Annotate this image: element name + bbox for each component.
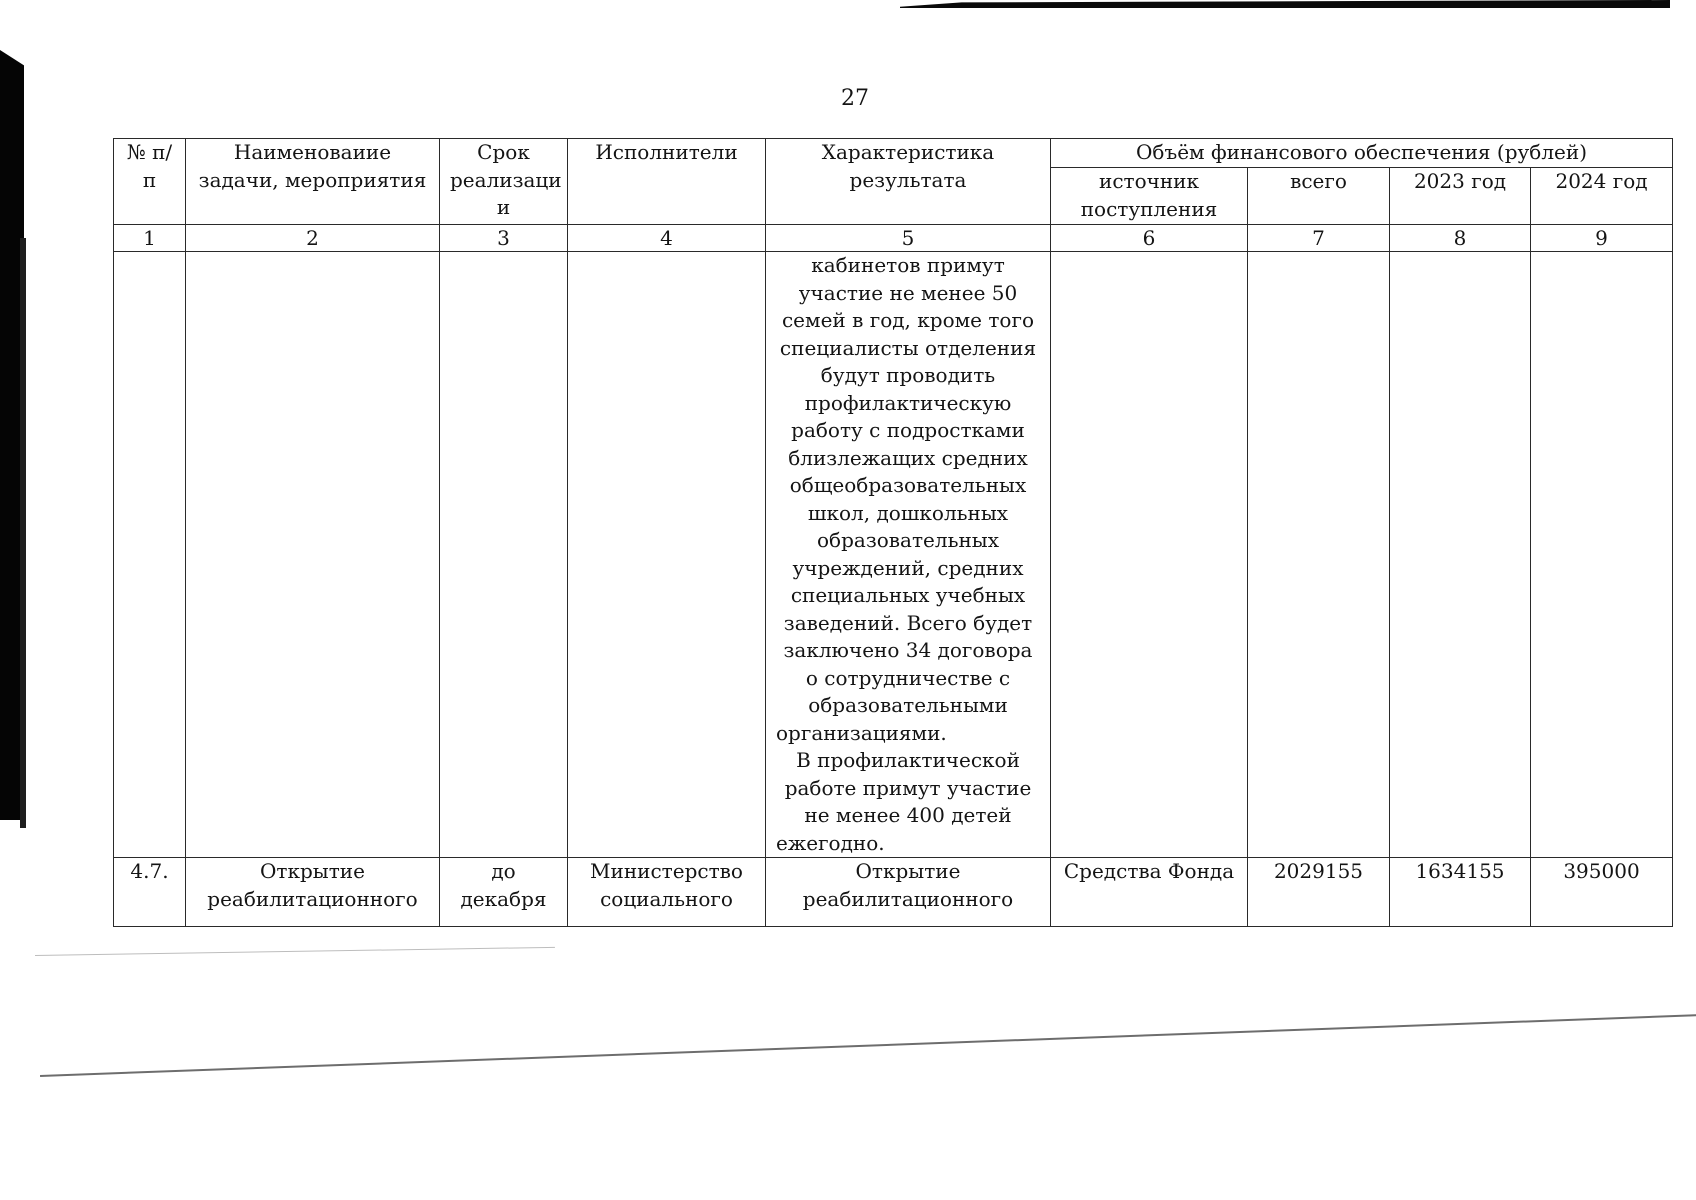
column-number: 7 (1248, 225, 1390, 252)
task-name: Открытие реабилитационного (186, 858, 440, 927)
cell-empty (568, 252, 766, 858)
header-total: всего (1248, 168, 1390, 225)
column-number: 9 (1531, 225, 1673, 252)
column-number: 1 (114, 225, 186, 252)
header-source: источник поступления (1051, 168, 1248, 225)
page-number: 27 (841, 86, 869, 111)
table-row-continuation (114, 252, 1673, 858)
row-number: 4.7. (114, 858, 186, 927)
column-number: 3 (440, 225, 568, 252)
executors: Министерство социального (568, 858, 766, 927)
result-description-paragraph: кабинетов примут участие не менее 50 семей в год, кроме того специалисты отделения будут проводить профилактическую работу с подростками близлежащих средних общеобразовательных школ, дошкольных образовательных учреждений, средних специальных учебных заведений. Всего будет заключено 34 договора о сотрудничестве с образовательными организациями. (776, 253, 1037, 745)
scan-shadow-left-tail (20, 238, 26, 828)
cell-empty (1531, 252, 1673, 858)
result-description-paragraph: В профилактической работе примут участие не менее 400 детей ежегодно. (776, 748, 1032, 855)
column-number-row (114, 225, 1673, 252)
term: до декабря (440, 858, 568, 927)
scan-artifact-noise (35, 947, 555, 956)
column-number: 4 (568, 225, 766, 252)
cell-empty (1390, 252, 1531, 858)
cell-empty (440, 252, 568, 858)
header-row-top (114, 139, 1673, 168)
column-number: 2 (186, 225, 440, 252)
header-funding-group: Объём финансового обеспечения (рублей) (1051, 139, 1673, 168)
result-description-cell (766, 252, 1051, 858)
table-row (114, 858, 1673, 927)
scan-artifact-line (40, 1014, 1696, 1077)
amount-2024: 395000 (1531, 858, 1673, 927)
funding-table (113, 138, 1673, 927)
result: Открытие реабилитационного (766, 858, 1051, 927)
amount-2023: 1634155 (1390, 858, 1531, 927)
cell-empty (186, 252, 440, 858)
cell-empty (1248, 252, 1390, 858)
header-result: Характеристика результата (766, 139, 1051, 225)
column-number: 6 (1051, 225, 1248, 252)
amount-total: 2029155 (1248, 858, 1390, 927)
header-executors: Исполнители (568, 139, 766, 225)
column-number: 5 (766, 225, 1051, 252)
column-number: 8 (1390, 225, 1531, 252)
cell-empty (114, 252, 186, 858)
scan-shadow-top (900, 0, 1670, 8)
header-year-2023: 2023 год (1390, 168, 1531, 225)
header-year-2024: 2024 год (1531, 168, 1673, 225)
header-task-name: Наименоваиие задачи, мероприятия (186, 139, 440, 225)
funding-source: Средства Фонда (1051, 858, 1248, 927)
header-number: № п/п (114, 139, 186, 225)
header-term: Срок реализаци и (440, 139, 568, 225)
cell-empty (1051, 252, 1248, 858)
